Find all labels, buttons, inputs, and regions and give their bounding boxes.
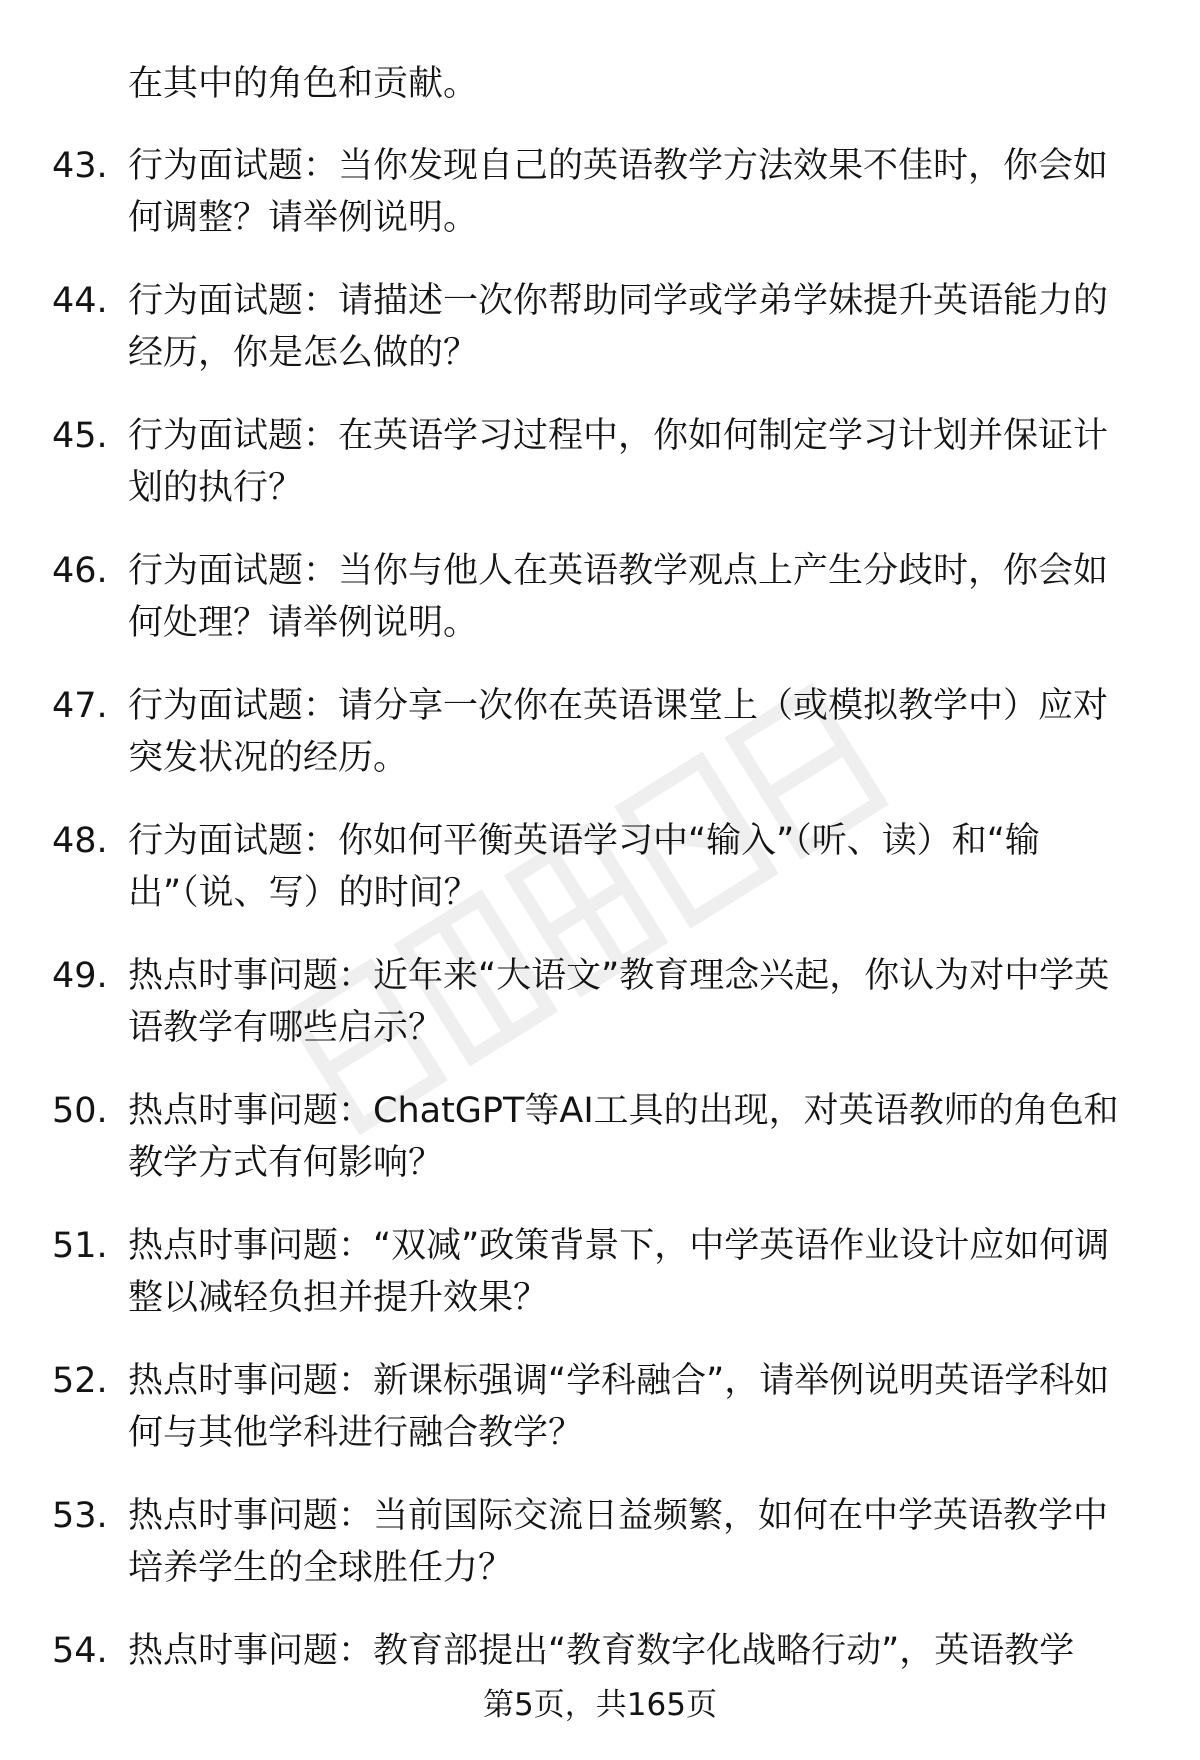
question-item: [0, 410, 1200, 545]
question-item: [0, 680, 1200, 815]
question-text: 热点时事问题：教育部提出“教育数字化战略行动”，英语教学: [128, 1631, 1075, 1671]
question-item: [0, 1355, 1200, 1490]
question-text: 行为面试题：在英语学习过程中，你如何制定学习计划并保证计划的执行？: [128, 416, 1109, 508]
question-item: [0, 1220, 1200, 1355]
question-item: [0, 950, 1200, 1085]
question-number: 52.: [52, 1361, 108, 1401]
question-number: 54.: [52, 1631, 108, 1671]
question-text: 热点时事问题：当前国际交流日益频繁，如何在中学英语教学中培养学生的全球胜任力？: [128, 1496, 1109, 1588]
question-number: 47.: [52, 686, 108, 726]
question-text: 热点时事问题：“双减”政策背景下，中学英语作业设计应如何调整以减轻负担并提升效果？: [128, 1226, 1110, 1318]
question-item: [0, 275, 1200, 410]
continuation-text: 在其中的角色和贡献。: [128, 64, 479, 104]
question-list: [0, 140, 1200, 1760]
question-number: 43.: [52, 146, 108, 186]
question-number: 44.: [52, 281, 108, 321]
question-item: [0, 1085, 1200, 1220]
question-number: 53.: [52, 1496, 108, 1536]
question-number: 49.: [52, 956, 108, 996]
question-text: 行为面试题：你如何平衡英语学习中“输入”（听、读）和“输出”（说、写）的时间？: [128, 821, 1040, 913]
question-number: 51.: [52, 1226, 108, 1266]
question-text: 行为面试题：请描述一次你帮助同学或学弟学妹提升英语能力的经历，你是怎么做的？: [128, 281, 1109, 373]
question-text: 热点时事问题：新课标强调“学科融合”，请举例说明英语学科如何与其他学科进行融合教学？: [128, 1361, 1110, 1453]
page-footer: 第5页，共165页: [483, 1687, 717, 1723]
question-text: 行为面试题：当你发现自己的英语教学方法效果不佳时，你会如何调整？请举例说明。: [128, 146, 1109, 238]
question-item: [0, 1490, 1200, 1625]
question-item: [0, 140, 1200, 275]
question-text: 热点时事问题：近年来“大语文”教育理念兴起，你认为对中学英语教学有哪些启示？: [128, 956, 1110, 1048]
question-item: [0, 815, 1200, 950]
question-text: 行为面试题：请分享一次你在英语课堂上（或模拟教学中）应对突发状况的经历。: [128, 686, 1109, 778]
question-number: 50.: [52, 1091, 108, 1131]
question-number: 48.: [52, 821, 108, 861]
question-item: [0, 545, 1200, 680]
question-number: 45.: [52, 416, 108, 456]
question-text: 热点时事问题：ChatGPT等AI工具的出现，对英语教师的角色和教学方式有何影响？: [128, 1091, 1119, 1183]
question-number: 46.: [52, 551, 108, 591]
question-text: 行为面试题：当你与他人在英语教学观点上产生分歧时，你会如何处理？请举例说明。: [128, 551, 1109, 643]
